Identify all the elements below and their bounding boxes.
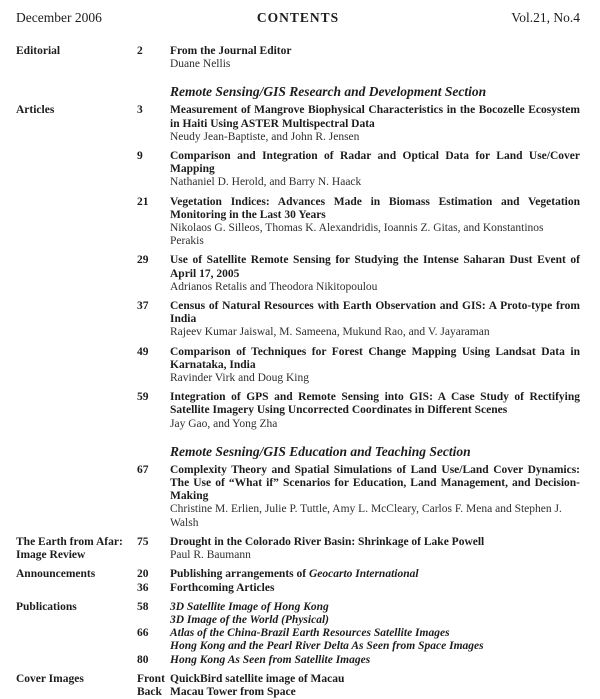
article-title bbox=[170, 150, 580, 176]
toc-entry bbox=[16, 601, 580, 614]
toc-entry bbox=[16, 45, 580, 71]
article-authors: Nikolaos G. Silleos, Thomas K. Alexandridis, Ioannis Z. Gitas, and Konstantinos Perakis bbox=[170, 222, 544, 248]
section-heading-row bbox=[16, 83, 580, 101]
page-number: 20 bbox=[137, 568, 149, 581]
article-title-text: Macau Tower from Space bbox=[170, 685, 296, 698]
article-authors: Ravinder Virk and Doug King bbox=[170, 372, 309, 385]
article-title bbox=[170, 391, 580, 417]
page-number: 29 bbox=[137, 254, 149, 267]
article-title-text: Forthcoming Articles bbox=[170, 581, 275, 594]
article-title bbox=[170, 45, 580, 58]
toc-entry bbox=[16, 196, 580, 249]
page-number: 37 bbox=[137, 300, 149, 313]
toc-entry bbox=[16, 640, 580, 653]
article-title bbox=[170, 601, 580, 614]
page-number: 59 bbox=[137, 391, 149, 404]
toc-entry bbox=[16, 104, 580, 144]
article-title bbox=[170, 536, 580, 549]
article-title-text: Comparison of Techniques for Forest Change Mapping Using Landsat Data in Karnataka, India bbox=[170, 345, 580, 371]
article-title-italic-part: Geocarto International bbox=[308, 568, 419, 581]
toc-entry bbox=[16, 568, 580, 581]
toc-entry bbox=[16, 614, 580, 627]
article-title-text: QuickBird satellite image of Macau bbox=[170, 672, 345, 685]
article-title bbox=[170, 627, 580, 640]
article-title bbox=[170, 654, 580, 667]
article-title-text: Comparison and Integration of Radar and Optical Data for Land Use/Cover Mapping bbox=[170, 150, 580, 176]
article-title-text: Vegetation Indices: Advances Made in Biomass Estimation and Vegetation Monitoring in the Last 30 Years bbox=[170, 195, 580, 221]
toc-entry bbox=[16, 150, 580, 190]
category-label: The Earth from Afar: Image Review bbox=[16, 535, 123, 562]
page-number: 3 bbox=[137, 104, 143, 117]
category-label: Announcements bbox=[16, 568, 96, 581]
article-authors: Jay Gao, and Yong Zha bbox=[170, 417, 278, 430]
article-title-text: Atlas of the China-Brazil Earth Resources Satellite Images bbox=[170, 627, 450, 640]
article-title-text: Census of Natural Resources with Earth Observation and GIS: A Proto-type from India bbox=[170, 300, 580, 326]
section-heading: Remote Sesning/GIS Education and Teaching Section bbox=[170, 443, 471, 459]
toc-list bbox=[16, 26, 580, 699]
page-number: 9 bbox=[137, 150, 143, 163]
issue-date: December 2006 bbox=[16, 10, 102, 25]
section-heading: Remote Sensing/GIS Research and Development Section bbox=[170, 84, 487, 100]
article-title bbox=[170, 582, 580, 595]
category-label: Editorial bbox=[16, 45, 61, 57]
article-title-text: 3D Image of the World (Physical) bbox=[170, 613, 329, 626]
article-title bbox=[170, 640, 580, 653]
toc-entry bbox=[16, 391, 580, 431]
category-label: Publications bbox=[16, 600, 77, 613]
page-number: 36 bbox=[137, 581, 149, 594]
article-title-text: Hong Kong and the Pearl River Delta As Seen from Space Images bbox=[170, 640, 484, 653]
page-number: 67 bbox=[137, 463, 149, 476]
article-title-text: From the Journal Editor bbox=[170, 45, 292, 57]
article-authors: Rajeev Kumar Jaiswal, M. Sameena, Mukund Rao, and V. Jayaraman bbox=[170, 326, 490, 339]
article-authors: Paul R. Baumann bbox=[170, 549, 251, 562]
article-title bbox=[170, 464, 580, 504]
page-number: 80 bbox=[137, 653, 149, 666]
toc-entry bbox=[16, 300, 580, 340]
volume-number: Vol.21, No.4 bbox=[511, 10, 580, 25]
article-authors: Nathaniel D. Herold, and Barry N. Haack bbox=[170, 176, 362, 189]
article-title-text: Measurement of Mangrove Biophysical Characteristics in the Bocozelle Ecosystem in Haiti Using ASTER Multispectral Data bbox=[170, 104, 580, 130]
article-title-text: Integration of GPS and Remote Sensing into GIS: A Case Study of Rectifying Satellite Imagery Using Uncorrected Coordinates in Different Scenes bbox=[170, 391, 580, 417]
toc-entry bbox=[16, 464, 580, 530]
article-title bbox=[170, 614, 580, 627]
article-title-text: Drought in the Colorado River Basin: Shrinkage of Lake Powell bbox=[170, 535, 485, 548]
article-title bbox=[170, 104, 580, 130]
toc-entry bbox=[16, 654, 580, 667]
toc-entry bbox=[16, 627, 580, 640]
page-number: 58 bbox=[137, 600, 149, 613]
toc-entry bbox=[16, 346, 580, 386]
article-title bbox=[170, 686, 580, 699]
article-title bbox=[170, 346, 580, 372]
article-title bbox=[170, 196, 580, 222]
article-title bbox=[170, 673, 580, 686]
page-number: 66 bbox=[137, 627, 149, 640]
section-heading-row bbox=[16, 443, 580, 461]
article-title bbox=[170, 300, 580, 326]
toc-entry bbox=[16, 673, 580, 686]
page-number: 49 bbox=[137, 345, 149, 358]
article-title-text: Complexity Theory and Spatial Simulations of Land Use/Land Cover Dynamics: The Use of “What if” Scenarios for Education, Land Management, and Decision-Making bbox=[170, 463, 580, 503]
article-authors: Adrianos Retalis and Theodora Nikitopoulou bbox=[170, 280, 378, 293]
page-number: Front bbox=[137, 672, 165, 685]
page-header bbox=[16, 10, 580, 26]
category-label: Articles bbox=[16, 104, 55, 117]
article-authors: Duane Nellis bbox=[170, 58, 231, 71]
article-title bbox=[170, 568, 580, 581]
toc-entry bbox=[16, 254, 580, 294]
toc-entry bbox=[16, 686, 580, 699]
page-number: 75 bbox=[137, 535, 149, 548]
article-title bbox=[170, 254, 580, 280]
page-number: 21 bbox=[137, 195, 149, 208]
article-authors: Neudy Jean-Baptiste, and John R. Jensen bbox=[170, 130, 360, 143]
article-title-text: Hong Kong As Seen from Satellite Images bbox=[170, 653, 371, 666]
article-authors: Christine M. Erlien, Julie P. Tuttle, Amy L. McCleary, Carlos F. Mena and Stephen J. Walsh bbox=[170, 503, 562, 529]
toc-entry bbox=[16, 582, 580, 595]
article-title-text: 3D Satellite Image of Hong Kong bbox=[170, 600, 329, 613]
page-number: 2 bbox=[137, 45, 143, 57]
category-label: Cover Images bbox=[16, 672, 84, 685]
article-title-text: Publishing arrangements of bbox=[170, 568, 309, 581]
page-number: Back bbox=[137, 685, 162, 698]
toc-entry bbox=[16, 536, 580, 562]
page-title: CONTENTS bbox=[256, 10, 340, 25]
article-title-text: Use of Satellite Remote Sensing for Studying the Intense Saharan Dust Event of April 17, 2005 bbox=[170, 254, 580, 280]
